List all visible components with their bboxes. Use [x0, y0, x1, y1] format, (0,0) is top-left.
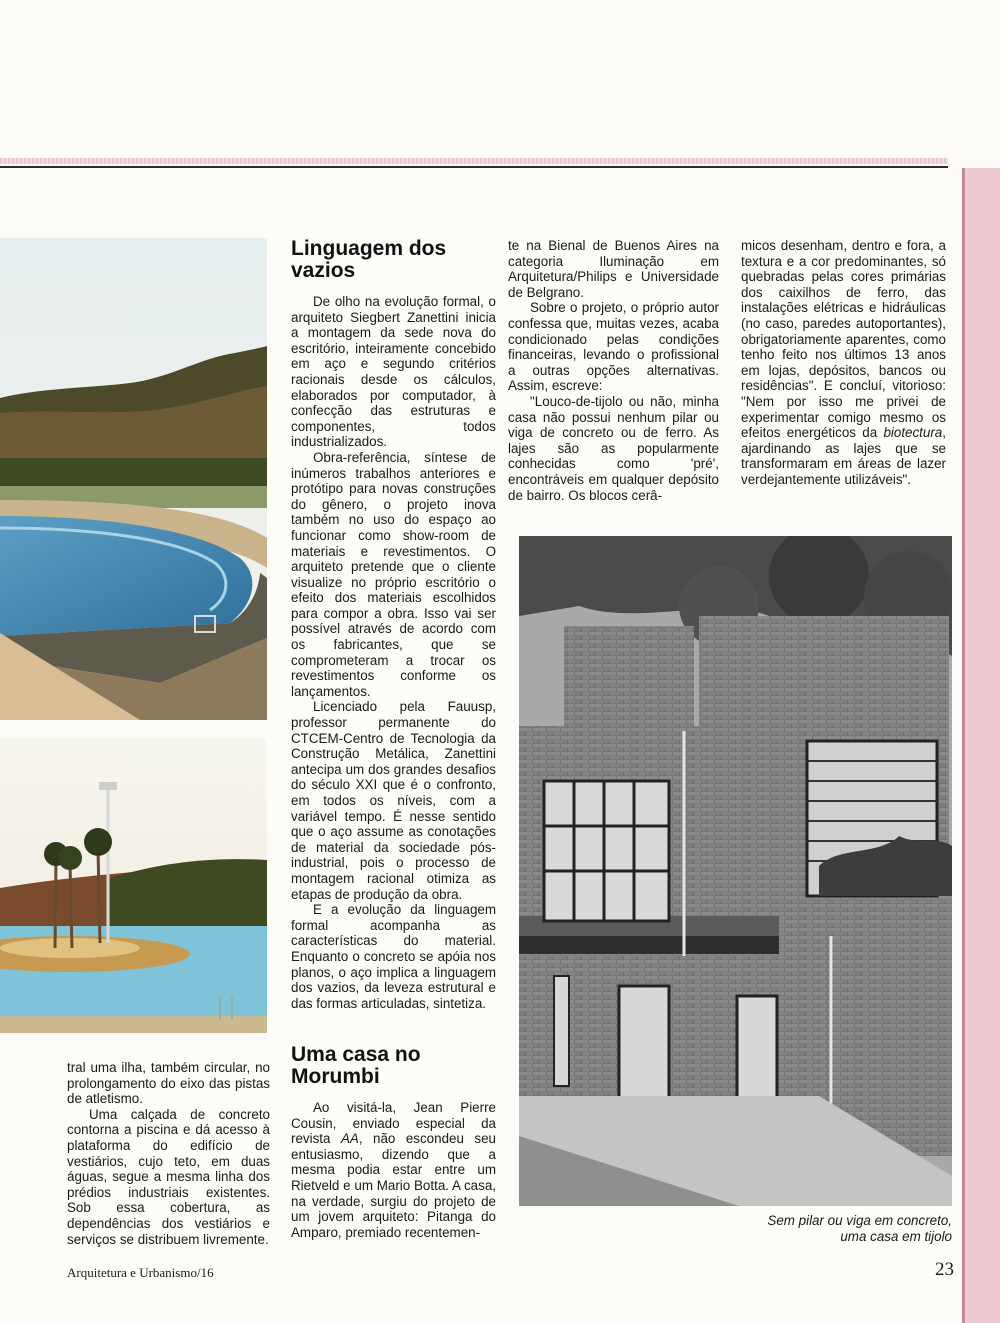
paragraph: Sobre o projeto, o próprio autor confessa que, muitas vezes, acaba condicionado pelas condições financeiras, levando o profissional a outras opções alternativas. Assim, escreve:	[508, 300, 719, 394]
paragraph: Uma calçada de concreto contorna a piscina e dá acesso à plataforma do edifício de vestiários, cujo teto, em duas águas, segue a mesma linha dos prédios industriais existentes. Sob essa cobertura, as dependências dos vestiários e serviços se distribuem livremente.	[67, 1106, 270, 1247]
paragraph: E a evolução da linguagem formal acompanha as características do material. Enquanto o concreto se apóia nos planos, o aço implica a linguagem dos vazios, da leveza estrutural e das formas articuladas, sintetiza.	[291, 902, 496, 1011]
article-column-1	[67, 1060, 270, 1247]
paragraph: micos desenham, dentro e fora, a textura e a cor predominantes, só quebradas pelas cores primárias dos caixilhos de ferro, das instalações elétricas e hidráulicas (no caso, paredes autoportantes), obrigatoriamente aparentes, como tenho feito nos últimos 13 anos em lojas, depósitos, bancos ou residências". E concluí, vitorioso: "Nem por isso me privei de experimentar comigo mesmo os efeitos energéticos da biotectura, ajardinando as lajes que se transformaram em áreas de lazer verdejantemente utilizáveis".	[741, 238, 946, 487]
article-column-2	[291, 238, 496, 1011]
paragraph: Ao visitá-la, Jean Pierre Cousin, enviado especial da revista AA, não escondeu seu entusiasmo, dizendo que a mesma podia estar entre um Rietveld e um Mario Botta. A casa, na verdade, surgiu do projeto de um jovem arquiteto: Pitanga do Amparo, premiado recentemen-	[291, 1100, 496, 1240]
paragraph: "Louco-de-tijolo ou não, minha casa não possui nenhum pilar ou viga de concreto ou de ferro. As lajes são as popularmente conhecidas como 'pré', encontráveis em qualquer depósito de bairro. Os blocos cerâ-	[508, 393, 719, 503]
pool-hillside-photo	[0, 238, 267, 720]
paragraph: Licenciado pela Fauusp, professor permanente do CTCEM-Centro de Tecnologia da Construção Metálica, Zanettini antecipa um dos grandes desafios do século XXI que é o confronto, em todos os níveis, com a variável tempo. É nesse sentido que o aço assume as conotações de material da sociedade pós-industrial, pois o processo de montagem racional otimiza as etapas de produção da obra.	[291, 699, 496, 902]
paragraph: Obra-referência, síntese de inúmeros trabalhos anteriores e protótipo para novas construções do gênero, o projeto inova também no uso do espaço ao funcionar como show-room de materiais e revestimentos. O arquiteto pretende que o cliente visualize no próprio escritório o efeito dos materiais escolhidos para compor a obra. Isso vai ser possível através de acordo com os fabricantes, que se comprometeram a trocar os revestimentos conforme os lançamentos.	[291, 449, 496, 699]
section-heading-linguagem: Linguagem dos vazios	[291, 237, 447, 282]
paragraph: tral uma ilha, também circular, no prolongamento do eixo das pistas de atletismo.	[67, 1060, 270, 1107]
page-number: 23	[935, 1259, 954, 1280]
top-rule-line	[0, 166, 948, 168]
paragraph: te na Bienal de Buenos Aires na categoria Iluminação em Arquitetura/Philips e Universidade de Belgrano.	[508, 238, 719, 300]
article-column-3	[508, 238, 719, 503]
pink-side-band	[962, 168, 1000, 1323]
publication-footer: Arquitetura e Urbanismo/16	[67, 1265, 214, 1280]
top-decorative-rule	[0, 158, 948, 164]
pool-island-photo	[0, 738, 267, 1033]
article-column-4	[741, 238, 946, 488]
section-heading-morumbi: Uma casa no Morumbi	[291, 1043, 421, 1088]
photo-caption	[640, 1213, 952, 1245]
paragraph: De olho na evolução formal, o arquiteto Siegbert Zanettini inicia a montagem da sede nova do escritório, inteiramente concebido em aço e segundo critérios racionais desde os cálculos, elaborados por computador, à confecção das estruturas e componentes, todos industrializados.	[291, 294, 496, 450]
caption-line: Sem pilar ou viga em concreto,	[767, 1213, 952, 1228]
article-column-2-lower	[291, 1044, 496, 1240]
brick-house-photo	[519, 536, 952, 1206]
caption-line: uma casa em tijolo	[840, 1229, 952, 1244]
side-band-edge	[962, 168, 965, 1323]
